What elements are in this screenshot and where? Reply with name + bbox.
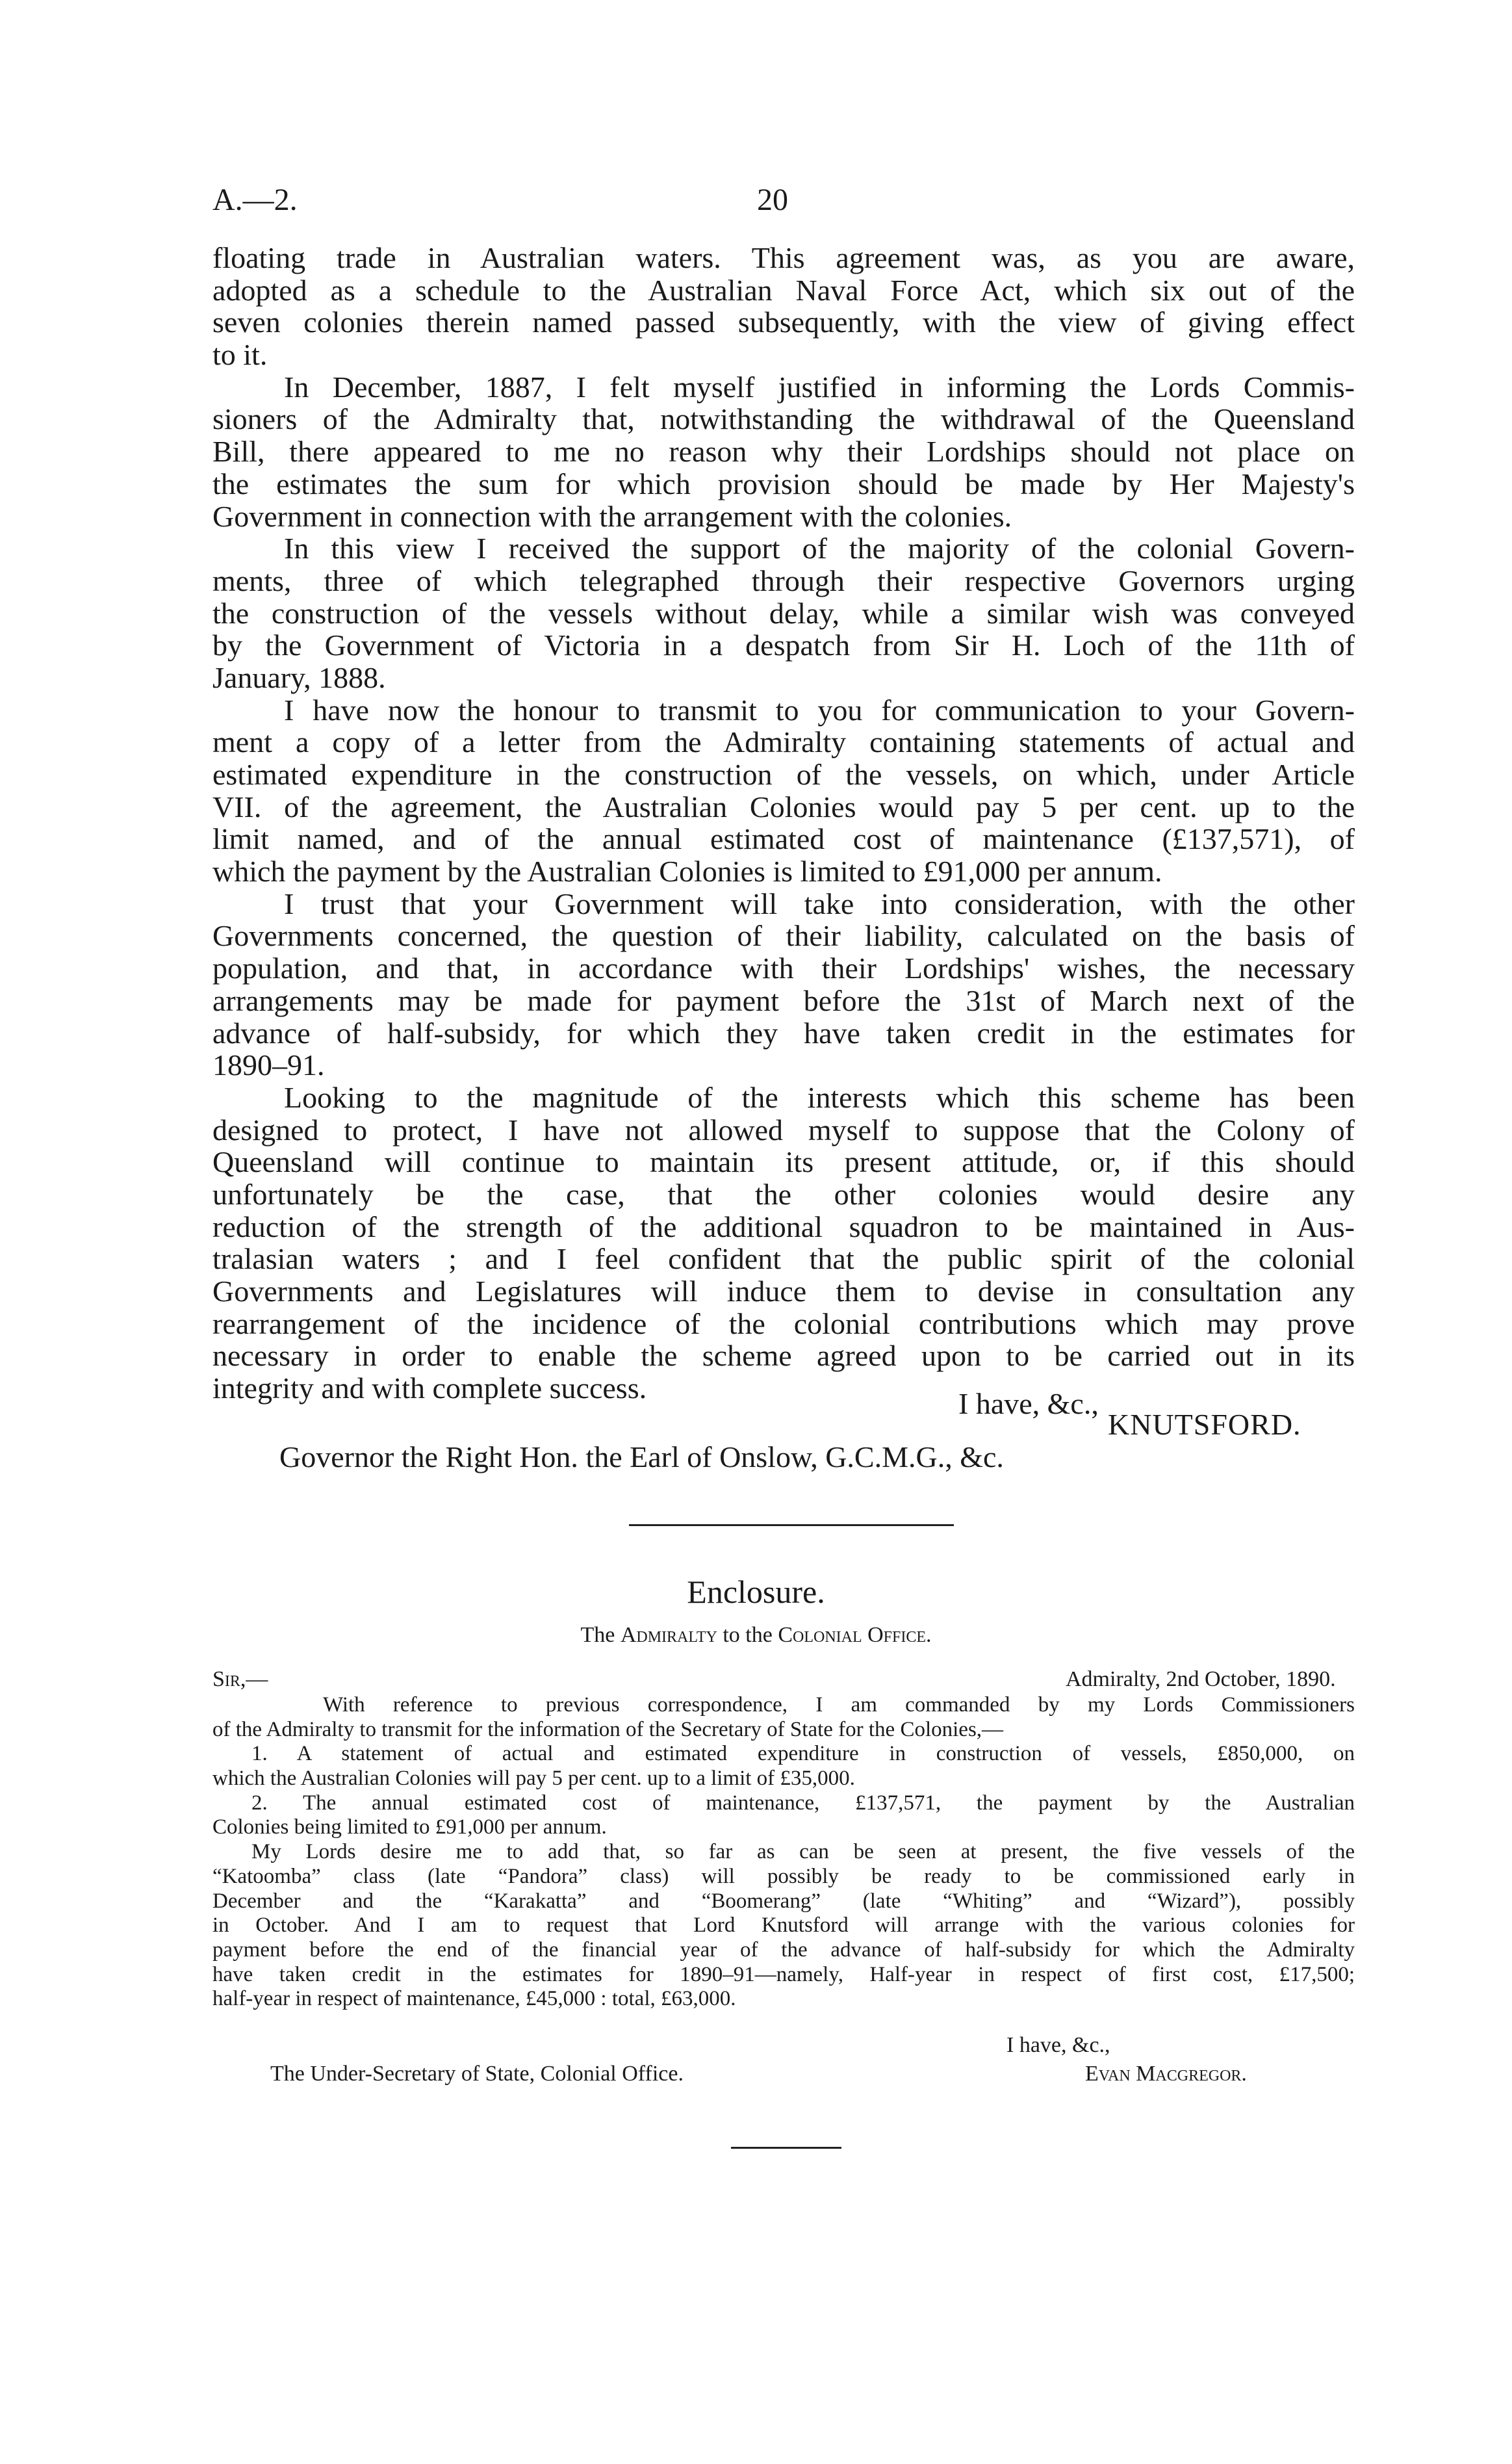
paragraph-line: to it. [212,338,268,372]
paragraph-line: In this view I received the support of the majority of the colonial Govern- [284,532,1355,565]
paragraph-line: estimated expenditure in the construction of the vessels, on which, under Article [212,758,1355,791]
enclosure-line: 1. A statement of actual and estimated expenditure in construction of vessels, £850,000, on [251,1742,1355,1766]
subtitle-text: to the [717,1623,778,1647]
enclosure-line: My Lords desire me to add that, so far as can be seen at present, the five vessels of the [251,1840,1355,1864]
paragraph-line: tralasian waters ; and I feel confident that the public spirit of the colonial [212,1242,1355,1276]
paragraph-line: Looking to the magnitude of the interests which this scheme has been [284,1080,1355,1114]
enclosure-title: Enclosure. [687,1574,825,1610]
paragraph-line: which the payment by the Australian Colonies is limited to £91,000 per annum. [212,855,1162,888]
enclosure-line: half-year in respect of maintenance, £45,000 : total, £63,000. [212,1987,736,2011]
document-reference: A.—2. [212,183,298,217]
paragraph-line: In December, 1887, I felt myself justified in informing the Lords Commis- [284,370,1355,404]
enclosure-line: Colonies being limited to £91,000 per annum. [212,1815,607,1839]
paragraph-line: the construction of the vessels without delay, while a similar wish was conveyed [212,596,1355,630]
paragraph-line: January, 1888. [212,660,386,694]
paragraph-line: unfortunately be the case, that the other colonies would desire any [212,1177,1355,1211]
enclosure-line: 2. The annual estimated cost of maintenance, £137,571, the payment by the Australian [251,1791,1355,1815]
enclosure-line: in October. And I am to request that Lord Knutsford will arrange with the various colonies for [212,1913,1355,1938]
paragraph-line: arrangements may be made for payment before the 31st of March next of the [212,983,1355,1017]
paragraph-line: sioners of the Admiralty that, notwithstanding the withdrawal of the Queensland [212,402,1355,436]
enclosure-line: have taken credit in the estimates for 1890–91—namely, Half-year in respect of first cost, £17,500; [212,1962,1355,1986]
paragraph-line: ment a copy of a letter from the Admiralty containing statements of actual and [212,725,1355,759]
enclosure-salutation: Sir,— [212,1667,268,1691]
paragraph-line: Government in connection with the arrangement with the colonies. [212,499,1012,533]
enclosure-subtitle [0,1623,1512,1648]
enclosure-date: Admiralty, 2nd October, 1890. [1066,1667,1336,1691]
paragraph-line: rearrangement of the incidence of the colonial contributions which may prove [212,1306,1355,1340]
paragraph-line: seven colonies therein named passed subsequently, with the view of giving effect [212,305,1355,339]
paragraph-line: VII. of the agreement, the Australian Colonies would pay 5 per cent. up to the [212,790,1355,823]
subtitle-text: . [926,1623,932,1647]
paragraph-line: adopted as a schedule to the Australian Naval Force Act, which six out of the [212,273,1355,307]
paragraph-line: Bill, there appeared to me no reason why their Lordships should not place on [212,435,1355,469]
paragraph-line: ments, three of which telegraphed through their respective Governors urging [212,564,1355,597]
end-divider [731,2147,841,2149]
enclosure-closing: I have, &c., [1006,2033,1110,2057]
paragraph-line: I have now the honour to transmit to you for communication to your Govern- [284,693,1355,727]
enclosure-signature: Evan Macgregor. [1085,2062,1247,2086]
enclosure-addressee: The Under-Secretary of State, Colonial Office. [270,2062,684,2086]
paragraph-line: advance of half-subsidy, for which they have taken credit in the estimates for [212,1016,1355,1050]
paragraph-line: reduction of the strength of the additional squadron to be maintained in Aus- [212,1210,1355,1243]
subtitle-sender: Admiralty [620,1623,717,1647]
paragraph-line: floating trade in Australian waters. This agreement was, as you are aware, [212,241,1355,274]
paragraph-line: I trust that your Government will take into consideration, with the other [284,887,1355,920]
letter-body [212,242,1355,1405]
paragraph-line: Governments concerned, the question of their liability, calculated on the basis of [212,919,1355,953]
subtitle-recipient: Colonial Office [778,1623,927,1647]
paragraph-line: designed to protect, I have not allowed myself to suppose that the Colony of [212,1113,1355,1147]
subtitle-text: The [580,1623,621,1647]
paragraph-line: Queensland will continue to maintain its present attitude, or, if this should [212,1145,1355,1179]
paragraph-line: Governments and Legislatures will induce them to devise in consultation any [212,1275,1355,1308]
paragraph-line: integrity and with complete success. [212,1371,647,1405]
letter-addressee: Governor the Right Hon. the Earl of Onslow, G.C.M.G., &c. [279,1440,1004,1473]
paragraph-line: population, and that, in accordance with their Lordships' wishes, the necessary [212,952,1355,985]
paragraph-line: 1890–91. [212,1048,325,1082]
enclosure-line: payment before the end of the financial year of the advance of half-subsidy for which the Admiralty [212,1938,1355,1962]
paragraph-line: the estimates the sum for which provision should be made by Her Majesty's [212,467,1355,500]
letter-signature: KNUTSFORD. [1108,1408,1301,1441]
paragraph-line: by the Government of Victoria in a despatch from Sir H. Loch of the 11th of [212,629,1355,662]
enclosure-line: which the Australian Colonies will pay 5 per cent. up to a limit of £35,000. [212,1767,855,1791]
enclosure-line: “Katoomba” class (late “Pandora” class) will possibly be ready to be commissioned early in [212,1864,1355,1888]
enclosure-line: of the Admiralty to transmit for the information of the Secretary of State for the Colonies,— [212,1717,1004,1741]
enclosure-line: December and the “Karakatta” and “Boomerang” (late “Whiting” and “Wizard”), possibly [212,1889,1355,1913]
paragraph-line: limit named, and of the annual estimated cost of maintenance (£137,571), of [212,822,1355,856]
letter-closing: I have, &c., [958,1387,1099,1420]
enclosure-body [212,1693,1355,2012]
paragraph-line: necessary in order to enable the scheme agreed upon to be carried out in its [212,1339,1355,1373]
page-number: 20 [757,183,788,217]
section-divider [629,1524,954,1526]
enclosure-line: With reference to previous correspondence, I am commanded by my Lords Commissioners [323,1693,1355,1717]
